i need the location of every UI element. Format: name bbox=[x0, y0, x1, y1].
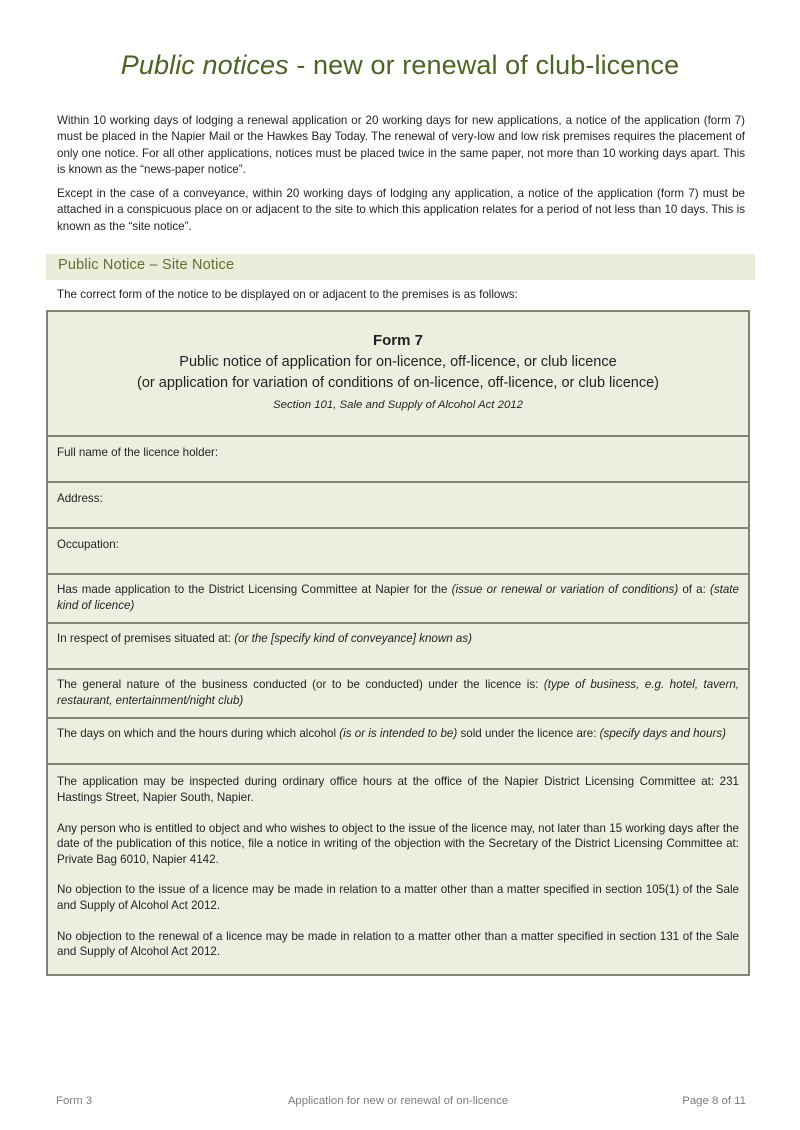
field-label-address: Address: bbox=[57, 492, 103, 505]
form7-number: Form 7 bbox=[372, 332, 423, 349]
business-hint-1: (type of business, e.g. hotel, tavern, restaurant, entertainment/night club) bbox=[57, 678, 739, 707]
notes-row bbox=[48, 765, 748, 973]
page-title-rest: - new or renewal of club-licence bbox=[288, 50, 680, 80]
intro-paragraph-2: Except in the case of a conveyance, within 20 working days of lodging any application, a notice of the application (form 7) must be attached in a conspicuous place on or adjacent to the site to which this application relates for a period of not less than 10 days. This is known as the “site notice”. bbox=[57, 187, 745, 233]
page-title bbox=[0, 50, 800, 81]
field-label-occupation: Occupation: bbox=[57, 538, 119, 551]
hours-text-1: The days on which and the hours during which alcohol bbox=[57, 727, 340, 741]
hours-hint-2: (specify days and hours) bbox=[599, 727, 726, 741]
business-text-1: The general nature of the business conducted (or to be conducted) under the licence is: bbox=[57, 678, 544, 692]
field-row-address[interactable] bbox=[48, 483, 748, 529]
form7-header-row bbox=[48, 312, 748, 437]
field-row-full-name[interactable] bbox=[48, 437, 748, 483]
note-issue-objection-limits: No objection to the issue of a licence may be made in relation to a matter other than a matter specified in section 105(1) of the Sale and Supply of Alcohol Act 2012. bbox=[57, 883, 739, 912]
application-hint-1: (issue or renewal or variation of conditions) bbox=[451, 583, 679, 596]
hours-hint-1: (is or is intended to be) bbox=[339, 727, 458, 741]
note-renewal-objection-limits: No objection to the renewal of a licence may be made in relation to a matter other than a matter specified in section 131 of the Sale and Supply of Alcohol Act 2012. bbox=[57, 929, 739, 959]
field-row-occupation[interactable] bbox=[48, 529, 748, 575]
premises-hint-1: (or the [specify kind of conveyance] known as) bbox=[234, 632, 473, 646]
note-objection-period: Any person who is entitled to object and who wishes to object to the issue of the licence may, not later than 15 working days after the date of the publication of this notice, file a notice in writing of the objection with the Secretary of the District Licensing Committee at: Private Bag 6010, Napier 4142. bbox=[57, 821, 739, 866]
page-title-emphasis: Public notices bbox=[120, 50, 289, 80]
section-banner-label: Public Notice – Site Notice bbox=[58, 257, 235, 273]
intro-paragraph-1: Within 10 working days of lodging a renewal application or 20 working days for new applications, a notice of the application (form 7) must be placed in the Napier Mail or the Hawkes Bay Today. The renewal of very-low and low risk premises requires the placement of only one notice. For all other applications, notices must be placed twice in the same paper, not more than 10 working days apart. This is known as the “news-paper notice”. bbox=[57, 114, 745, 177]
field-label-full-name: Full name of the licence holder: bbox=[57, 446, 219, 459]
form7-header-line-1: Public notice of application for on-licence, off-licence, or club licence bbox=[179, 354, 617, 370]
application-text-2: of a: bbox=[678, 583, 710, 596]
footer-form-number: Form 3 bbox=[56, 1095, 93, 1107]
application-text-1: Has made application to the District Licensing Committee at Napier for the bbox=[57, 583, 452, 596]
hours-text-2: sold under the licence are: bbox=[457, 727, 600, 741]
field-row-application[interactable] bbox=[48, 575, 748, 624]
form7-table bbox=[46, 310, 750, 976]
field-row-premises[interactable] bbox=[48, 624, 748, 670]
field-row-days-hours[interactable] bbox=[48, 719, 748, 765]
page-footer bbox=[46, 1095, 750, 1111]
section-banner-public-notice bbox=[46, 254, 755, 280]
application-hint-2: (state kind of licence) bbox=[57, 583, 739, 612]
footer-page-number: Page 8 of 11 bbox=[682, 1095, 746, 1107]
premises-text-1: In respect of premises situated at: bbox=[57, 632, 235, 646]
form7-header-line-2: (or application for variation of conditions of on-licence, off-licence, or club licence) bbox=[137, 375, 659, 391]
form7-section-reference: Section 101, Sale and Supply of Alcohol Act 2012 bbox=[273, 399, 523, 411]
field-row-business-nature[interactable] bbox=[48, 670, 748, 719]
note-inspection: The application may be inspected during ordinary office hours at the office of the Napier District Licensing Committee at: 231 Hastings Street, Napier South, Napier. bbox=[57, 775, 739, 804]
footer-center-text: Application for new or renewal of on-licence bbox=[287, 1095, 509, 1107]
section-lead-line: The correct form of the notice to be displayed on or adjacent to the premises is as follows: bbox=[57, 288, 518, 301]
